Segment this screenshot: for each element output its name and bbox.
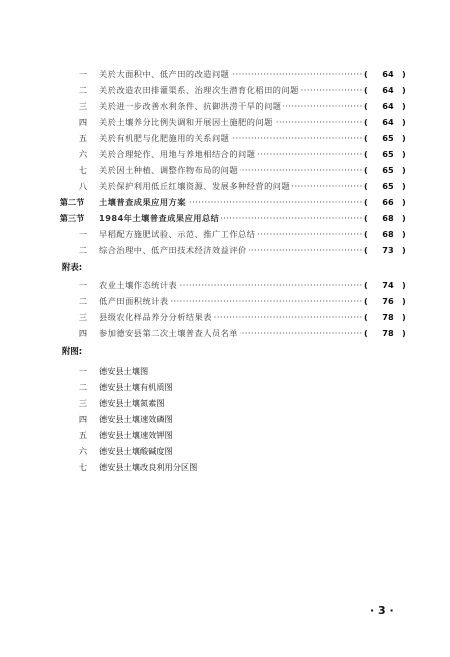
leader-dots bbox=[99, 310, 363, 324]
leader-dots bbox=[99, 243, 363, 257]
entry-title: ····· 关於土壤养分比例失调和开展因土施肥的问题 bbox=[99, 117, 273, 127]
entry-number: 七 bbox=[78, 462, 88, 472]
leader-dots bbox=[99, 278, 363, 292]
appendix-tables-label: 附表: bbox=[62, 262, 83, 272]
entry-number: 五 bbox=[78, 133, 88, 143]
page-number: 65 bbox=[382, 165, 394, 175]
entry-number: 二 bbox=[78, 382, 88, 392]
entry-number: 二 bbox=[78, 245, 88, 255]
entry-title: 德安县土壤改良利用分区图 bbox=[99, 462, 198, 472]
page-number: 76 bbox=[382, 296, 394, 306]
leader-dots bbox=[99, 195, 363, 209]
leader-dots bbox=[99, 211, 363, 225]
entry-number: 一 bbox=[78, 280, 88, 290]
page-number: 64 bbox=[382, 117, 394, 127]
entry-number: 四 bbox=[78, 117, 88, 127]
entry-title: 德安县土壤有机质图 bbox=[99, 382, 173, 392]
leader-dots bbox=[99, 115, 363, 129]
leader-dots bbox=[99, 227, 363, 241]
entry-number: 三 bbox=[78, 101, 88, 111]
leader-dots bbox=[99, 179, 363, 193]
appendix-figures-label: 附图: bbox=[62, 346, 83, 356]
entry-number: 一 bbox=[78, 366, 88, 376]
leader-dots bbox=[99, 294, 363, 308]
entry-title: ····· 关於合理轮作、用地与养地相结合的问题 bbox=[99, 149, 256, 159]
page-number: 68 bbox=[382, 229, 394, 239]
entry-title: ····· 关於进一步改善水利条件、抗御洪涝干旱的问题 bbox=[99, 101, 282, 111]
leader-dots bbox=[99, 326, 363, 340]
entry-number: 三 bbox=[78, 398, 88, 408]
entry-title: 德安县土壤酸碱度图 bbox=[99, 446, 173, 456]
leader-dots bbox=[99, 83, 363, 97]
entry-title: 德安县土壤氮素图 bbox=[99, 398, 165, 408]
leader-dots bbox=[99, 147, 363, 161]
entry-number: 八 bbox=[78, 181, 88, 191]
page-number: 64 bbox=[382, 101, 394, 111]
page-number: 74 bbox=[382, 280, 394, 290]
entry-title: ····· 关於因土种植、调整作物布局的问题 bbox=[99, 165, 239, 175]
entry-number: 六 bbox=[78, 149, 88, 159]
page-number: 78 bbox=[382, 312, 394, 322]
entry-title: ····· 早稻配方施肥试验、示范、推广工作总结 bbox=[99, 229, 256, 239]
entry-title: ····· 农业土壤作态统计表 bbox=[99, 280, 178, 290]
section-title: ····· 1984年土壤普查成果应用总结 bbox=[99, 213, 220, 223]
page-number: 65 bbox=[382, 181, 394, 191]
page-number-footer: · 3 · bbox=[370, 604, 394, 617]
entry-number: 五 bbox=[78, 430, 88, 440]
entry-title: ····· 县级农化样品养分分析结果表 bbox=[99, 312, 212, 322]
leader-dots bbox=[99, 131, 363, 145]
leader-dots bbox=[99, 67, 363, 81]
entry-number: 四 bbox=[78, 414, 88, 424]
page-number: 78 bbox=[382, 328, 394, 338]
entry-number: 二 bbox=[78, 85, 88, 95]
entry-title: 德安县土壤速效磷图 bbox=[99, 414, 173, 424]
entry-title: ····· 关於大面积中、低产田的改造问题 bbox=[99, 69, 230, 79]
page-number: 73 bbox=[382, 245, 394, 255]
leader-dots bbox=[99, 163, 363, 177]
entry-title: ····· 关於改造农田排灌渠系、治理次生潜育化稻田的问题 bbox=[99, 85, 299, 95]
page-number: 65 bbox=[382, 149, 394, 159]
entry-title: ····· 关於有机肥与化肥施用的关系问题 bbox=[99, 133, 230, 143]
entry-number: 一 bbox=[78, 229, 88, 239]
section-number: 第三节 bbox=[59, 213, 85, 223]
page-number: 65 bbox=[382, 133, 394, 143]
entry-number: 四 bbox=[78, 328, 88, 338]
leader-dots bbox=[99, 99, 363, 113]
entry-number: 三 bbox=[78, 312, 88, 322]
entry-title: ····· 关於保护利用低丘红壤资源、发展多种经营的问题 bbox=[99, 181, 291, 191]
section-title: ····· 土壤普查成果应用方案 bbox=[99, 197, 186, 207]
entry-title: 德安县土壤速效钾图 bbox=[99, 430, 173, 440]
section-number: 第二节 bbox=[59, 197, 85, 207]
page-number: 68 bbox=[382, 213, 394, 223]
entry-title: ····· 综合治理中、低产田技术经济效益评价 bbox=[99, 245, 247, 255]
page-number: 64 bbox=[382, 69, 394, 79]
page-number: 64 bbox=[382, 85, 394, 95]
entry-number: 七 bbox=[78, 165, 88, 175]
entry-title: 德安县土壤图 bbox=[99, 366, 149, 376]
entry-number: 二 bbox=[78, 296, 88, 306]
entry-title: ····· 低产田面积统计表 bbox=[99, 296, 169, 306]
entry-number: 一 bbox=[78, 69, 88, 79]
entry-title: ····· 参加德安县第二次土壤普查人员名单 bbox=[99, 328, 239, 338]
page-number: 66 bbox=[382, 197, 394, 207]
entry-number: 六 bbox=[78, 446, 88, 456]
